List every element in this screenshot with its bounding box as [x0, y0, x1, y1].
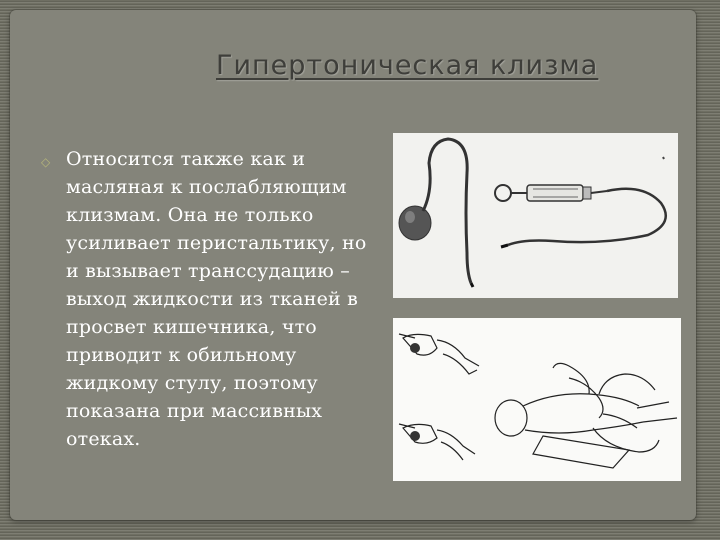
enema-instruments-figure	[393, 133, 678, 298]
enema-bulb-and-syringe-illustration	[393, 133, 678, 298]
infant-enema-procedure-illustration	[393, 318, 681, 481]
procedure-figure	[393, 318, 681, 481]
slide-panel	[10, 10, 696, 520]
slide-title: Гипертоническая клизма	[216, 50, 599, 81]
body-text: Относится также как и масляная к послабляющим клизмам. Она не только усиливает перистальтику, но и вызывает транссудацию – выход жидкости из тканей в просвет кишечника, что приводит к обильному жидкому стулу, поэтому показана при массивных отеках.	[66, 148, 367, 450]
bullet-icon: ◇	[41, 155, 51, 169]
